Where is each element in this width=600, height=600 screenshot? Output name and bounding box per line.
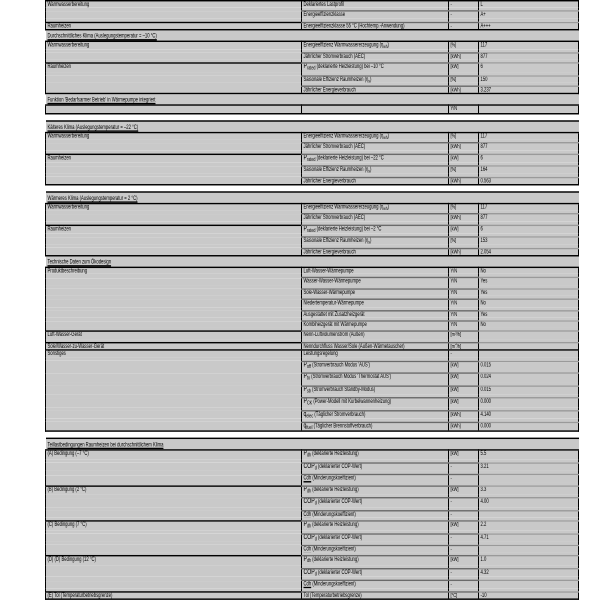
row-label (46, 321, 302, 328)
row-value (479, 475, 579, 482)
section-header-low-demand-function (46, 94, 579, 106)
row-description: $COP_d$ (deklarierter COP-Wert) (302, 463, 449, 472)
row-label (46, 289, 302, 296)
row-label (46, 373, 302, 382)
table-row (46, 1, 579, 8)
row-label: Raumheizen (46, 22, 302, 30)
block-spacer (46, 185, 579, 192)
row-description: Nenndurchfluss Wasser/Sole (Außen-Wärmetauscher) (302, 343, 449, 351)
table-row (46, 11, 579, 18)
table-row (46, 521, 579, 530)
table-row (46, 225, 579, 234)
row-description: Tol (Temperaturbetriebsgrenze) (302, 591, 449, 599)
row-unit: - (449, 463, 479, 472)
row-label: Luft-Wasser-Gerät (46, 332, 302, 339)
row-unit: [kWh] (449, 52, 479, 59)
row-description: Cdh (Minderungskoeffizient) (302, 581, 449, 588)
row-unit: [kWh] (449, 422, 479, 431)
row-description: $COP_d$ (deklarierter COP-Wert) (302, 568, 449, 577)
table-row (46, 75, 579, 82)
section-header-colder-climate (46, 121, 579, 133)
row-description: Jährlicher Stromverbrauch (AEC) (302, 214, 449, 221)
table-row (46, 591, 579, 599)
row-unit: [kWh] (449, 177, 479, 185)
row-value: A+ (479, 11, 579, 18)
table-row (46, 300, 579, 307)
row-unit: - (449, 510, 479, 517)
table-row (46, 373, 579, 382)
row-label (46, 361, 302, 370)
row-unit: - (449, 581, 479, 588)
table-row (46, 177, 579, 185)
row-unit: - (449, 545, 479, 552)
row-unit: - (449, 22, 479, 30)
row-value: 3.3 (479, 486, 579, 495)
row-unit: [kWh] (449, 214, 479, 221)
table-row (46, 278, 579, 285)
table-row (46, 63, 579, 72)
section-title: Wärmeres Klima (Auslegungstemperatur = 2 °C) (46, 192, 579, 204)
row-value (479, 332, 579, 339)
table-row (46, 510, 579, 517)
row-unit: Y/N (449, 321, 479, 328)
row-value: 0.563 (479, 177, 579, 185)
row-value: 117 (479, 42, 579, 49)
table-row (46, 361, 579, 370)
row-description: $P_{dh}$ (deklarierte Heizleistung) (302, 451, 449, 460)
table-row (46, 166, 579, 173)
row-label: Warmwasserbereitung (46, 42, 302, 49)
table-row (46, 343, 579, 351)
row-unit: [kW] (449, 63, 479, 72)
table-row (46, 486, 579, 495)
row-description: $P_{off}$ (Stromverbrauch Modus 'AUS') (302, 361, 449, 370)
table-row (46, 86, 579, 94)
table-row (46, 533, 579, 542)
row-unit: [kW] (449, 386, 479, 395)
section-header-warmer-climate (46, 192, 579, 204)
table-row (46, 52, 579, 59)
row-unit: [%] (449, 132, 479, 139)
row-unit: [kW] (449, 521, 479, 530)
row-value: No (479, 300, 579, 307)
row-description: Energieeffizienzklasse 55 °C (Hochtemp.-Anwendung) (302, 22, 449, 30)
row-value: 3.237 (479, 86, 579, 94)
row-value (479, 510, 579, 517)
row-unit: $[m^3/h]$ (449, 343, 479, 351)
row-description: Jährlicher Energieverbrauch (302, 86, 449, 94)
table-row (46, 203, 579, 210)
row-label (46, 568, 302, 577)
row-description: $P_{rated}$ (deklarierte Heizleistung) bei –10 °C (302, 63, 449, 72)
row-label: Sonstiges (46, 350, 302, 357)
row-label (46, 214, 302, 221)
row-label: Raumheizen (46, 63, 302, 72)
row-label (46, 52, 302, 59)
row-description: $COP_d$ (deklarierter COP-Wert) (302, 498, 449, 507)
row-value: -10 (479, 591, 579, 599)
table-row (46, 22, 579, 30)
row-value: No (479, 321, 579, 328)
row-label: Raumheizen (46, 225, 302, 234)
row-description: $P_{CK}$ (Power-Modell mit Kurbelwannenheizung) (302, 398, 449, 407)
table-row (46, 267, 579, 274)
table-row (46, 132, 579, 139)
row-value: 6 (479, 225, 579, 234)
row-label: Raumheizen (46, 154, 302, 163)
row-value: 2.2 (479, 521, 579, 530)
row-label (46, 398, 302, 407)
row-unit: [kW] (449, 154, 479, 163)
row-unit: Y/N (449, 300, 479, 307)
row-value: 0.015 (479, 361, 579, 370)
table-row (46, 545, 579, 552)
row-description: Jährlicher Energieverbrauch (302, 248, 449, 256)
table-row (46, 398, 579, 407)
table-row (46, 321, 579, 328)
row-value: L (479, 1, 579, 8)
row-value: 0.024 (479, 373, 579, 382)
row-unit: [kW] (449, 451, 479, 460)
row-description: Cdh (Minderungskoeffizient) (302, 545, 449, 552)
section-header-average-climate (46, 30, 579, 42)
row-unit: [kWh] (449, 86, 479, 94)
section-title: Kälteres Klima (Auslegungstemperatur = –22 °C) (46, 121, 579, 133)
row-label: Sole/Wasser-zu-Wasser-Gerät (46, 343, 302, 351)
row-value: 4.32 (479, 568, 579, 577)
row-value: Yes (479, 289, 579, 296)
row-unit: - (449, 350, 479, 357)
row-unit: Y/N (449, 278, 479, 285)
row-unit: Y/N (449, 289, 479, 296)
row-value: 877 (479, 52, 579, 59)
row-value: Yes (479, 278, 579, 285)
row-unit: [kW] (449, 398, 479, 407)
row-value (479, 343, 579, 351)
row-label (46, 237, 302, 244)
row-value: 6 (479, 63, 579, 72)
row-value: 3.21 (479, 463, 579, 472)
row-value: A+++ (479, 22, 579, 30)
row-description: $P_{dh}$ (deklarierte Heizleistung) (302, 521, 449, 530)
row-value: 150 (479, 75, 579, 82)
row-value: 5.5 (479, 451, 579, 460)
row-label (46, 410, 302, 419)
row-value: 153 (479, 237, 579, 244)
row-unit: [kW] (449, 373, 479, 382)
row-label (46, 106, 302, 114)
row-unit: [%] (449, 166, 479, 173)
row-label (46, 545, 302, 552)
row-value: 4.00 (479, 498, 579, 507)
row-description: Saisonale Effizienz Raumheizen $(\eta_s)$ (302, 75, 449, 82)
row-description: $P_{sb}$ (Stromverbrauch Standby-Modus) (302, 386, 449, 395)
row-unit: Y/N (449, 106, 479, 114)
row-description: Saisonale Effizienz Raumheizen $(\eta_s)$ (302, 166, 449, 173)
row-value: 0.000 (479, 422, 579, 431)
table-row (46, 310, 579, 317)
table-row (46, 498, 579, 507)
row-description: $P_{to}$ (Stromverbrauch Modus 'Thermostat AUS') (302, 373, 449, 382)
row-description (302, 106, 449, 114)
section-title: Technische Daten zum Ökodesign (46, 256, 579, 268)
row-label (46, 11, 302, 18)
row-label (46, 498, 302, 507)
row-label: Produktbeschreibung (46, 267, 302, 274)
row-value: 117 (479, 132, 579, 139)
row-label: Warmwasserbereitung (46, 132, 302, 139)
row-value (479, 106, 579, 114)
table-row (46, 451, 579, 460)
row-label (46, 75, 302, 82)
row-unit: [%] (449, 75, 479, 82)
table-row (46, 475, 579, 482)
table-row (46, 581, 579, 588)
section-title: Durchschnittliches Klima (Auslegungstemperatur = –10 °C) (46, 30, 579, 42)
row-description: $q_{fuel}$ (Täglicher Brennstoffverbrauch) (302, 422, 449, 431)
table-row (46, 106, 579, 114)
row-description: Kombiheizgerät mit Wärmepumpe (302, 321, 449, 328)
row-description: $P_{dh}$ (deklarierte Heizleistung) (302, 556, 449, 565)
row-description: Energieeffizienz Warmwassererzeugung $(\eta_{wh})$ (302, 203, 449, 210)
row-value: 877 (479, 214, 579, 221)
row-description: Deklariertes Lastprofil (302, 1, 449, 8)
row-description: Cdh (Minderungskoeffizient) (302, 475, 449, 482)
row-value (479, 545, 579, 552)
table-row (46, 332, 579, 339)
row-value (479, 581, 579, 588)
row-description: Cdh (Minderungskoeffizient) (302, 510, 449, 517)
row-label: (C) Bedingung (7 °C) (46, 521, 302, 530)
row-label (46, 248, 302, 256)
row-value: 877 (479, 143, 579, 150)
row-label (46, 422, 302, 431)
row-description: Jährlicher Stromverbrauch (AEC) (302, 52, 449, 59)
row-unit: - (449, 498, 479, 507)
row-value: Yes (479, 310, 579, 317)
row-label (46, 177, 302, 185)
row-unit: [%] (449, 203, 479, 210)
row-label (46, 310, 302, 317)
table-row (46, 143, 579, 150)
row-label (46, 463, 302, 472)
row-value (479, 350, 579, 357)
row-label (46, 300, 302, 307)
row-value: 4.71 (479, 533, 579, 542)
row-unit: [%] (449, 42, 479, 49)
block-spacer (46, 432, 579, 439)
row-description: Energieeffizienz Warmwassererzeugung $(\eta_{wh})$ (302, 42, 449, 49)
row-unit: [°C] (449, 591, 479, 599)
table-row (46, 289, 579, 296)
row-label (46, 386, 302, 395)
row-description: Saisonale Effizienz Raumheizen $(\eta_s)$ (302, 237, 449, 244)
row-value: 0.015 (479, 386, 579, 395)
row-unit: [%] (449, 237, 479, 244)
row-description: $P_{dh}$ (deklarierte Heizleistung) (302, 486, 449, 495)
row-description: Leistungsregelung (302, 350, 449, 357)
row-description: Nenn-Luftvolumenstrom (Außen) (302, 332, 449, 339)
row-description: Energieeffizienzklasse (302, 11, 449, 18)
row-unit: [kWh] (449, 410, 479, 419)
row-value: 6 (479, 154, 579, 163)
row-unit: [kW] (449, 486, 479, 495)
row-label: (E) Tol (Temperaturbetriebsgrenze) (46, 591, 302, 599)
row-value: No (479, 267, 579, 274)
row-value: 117 (479, 203, 579, 210)
row-value: 2.054 (479, 248, 579, 256)
table-row (46, 154, 579, 163)
table-row (46, 386, 579, 395)
row-value: 1.0 (479, 556, 579, 565)
row-description: Wasser-Wasser-Wärmepumpe (302, 278, 449, 285)
table-row (46, 568, 579, 577)
row-description: Ausgestattet mit Zusatzheizgerät (302, 310, 449, 317)
row-unit: - (449, 568, 479, 577)
row-label: (D) (D) Bedingung (12 °C) (46, 556, 302, 565)
row-label (46, 86, 302, 94)
table-row (46, 410, 579, 419)
table-row (46, 214, 579, 221)
row-value: 164 (479, 166, 579, 173)
block-spacer (46, 113, 579, 120)
row-label (46, 581, 302, 588)
row-label: Warmwasserbereitung (46, 1, 302, 8)
row-label (46, 510, 302, 517)
row-description: $P_{rated}$ (deklarierte Heizleistung) bei –22 °C (302, 154, 449, 163)
row-unit: - (449, 475, 479, 482)
row-description: Niedertemperatur-Wärmepumpe (302, 300, 449, 307)
table-row (46, 237, 579, 244)
row-unit: Y/N (449, 267, 479, 274)
section-title: Funktion 'Bedarfsarmer Betrieb' in Wärmepumpe integriert (46, 94, 579, 106)
table-row (46, 556, 579, 565)
row-unit: [kW] (449, 556, 479, 565)
row-label: (A) Bedingung (–7 °C) (46, 451, 302, 460)
row-label (46, 278, 302, 285)
section-title: Teillastbedingungen Raumheizen bei durchschnittlichem Klima (46, 439, 579, 451)
row-description: Energieeffizienz Warmwassererzeugung $(\eta_{wh})$ (302, 132, 449, 139)
section-header-ecodesign (46, 256, 579, 268)
section-header-partial-load (46, 439, 579, 451)
row-label: (B) Bedingung (2 °C) (46, 486, 302, 495)
table-row (46, 248, 579, 256)
row-unit: [kWh] (449, 143, 479, 150)
table-body (46, 1, 579, 600)
row-value: 0.000 (479, 398, 579, 407)
row-description: $COP_d$ (deklarierter COP-Wert) (302, 533, 449, 542)
row-unit: $[m^3/h]$ (449, 332, 479, 339)
row-unit: Y/N (449, 310, 479, 317)
row-label (46, 143, 302, 150)
row-unit: - (449, 11, 479, 18)
row-description: Sole-Wasser-Wärmepumpe (302, 289, 449, 296)
row-unit: [kWh] (449, 248, 479, 256)
table-row (46, 422, 579, 431)
table-row (46, 350, 579, 357)
row-description: $P_{rated}$ (deklarierte Heizleistung) bei –2 °C (302, 225, 449, 234)
table-row (46, 463, 579, 472)
row-description: Jährlicher Stromverbrauch (AEC) (302, 143, 449, 150)
technical-data-table (45, 0, 579, 600)
row-label (46, 166, 302, 173)
row-value: 4.140 (479, 410, 579, 419)
row-description: Jährlicher Energieverbrauch (302, 177, 449, 185)
table-row (46, 42, 579, 49)
row-label: Warmwasserbereitung (46, 203, 302, 210)
row-unit: - (449, 533, 479, 542)
row-description: $q_{elec}$ (Täglicher Stromverbrauch) (302, 410, 449, 419)
row-unit: - (449, 1, 479, 8)
row-unit: [kW] (449, 361, 479, 370)
row-label (46, 533, 302, 542)
row-unit: [kW] (449, 225, 479, 234)
row-label (46, 475, 302, 482)
row-description: Luft-Wasser-Wärmepumpe (302, 267, 449, 274)
